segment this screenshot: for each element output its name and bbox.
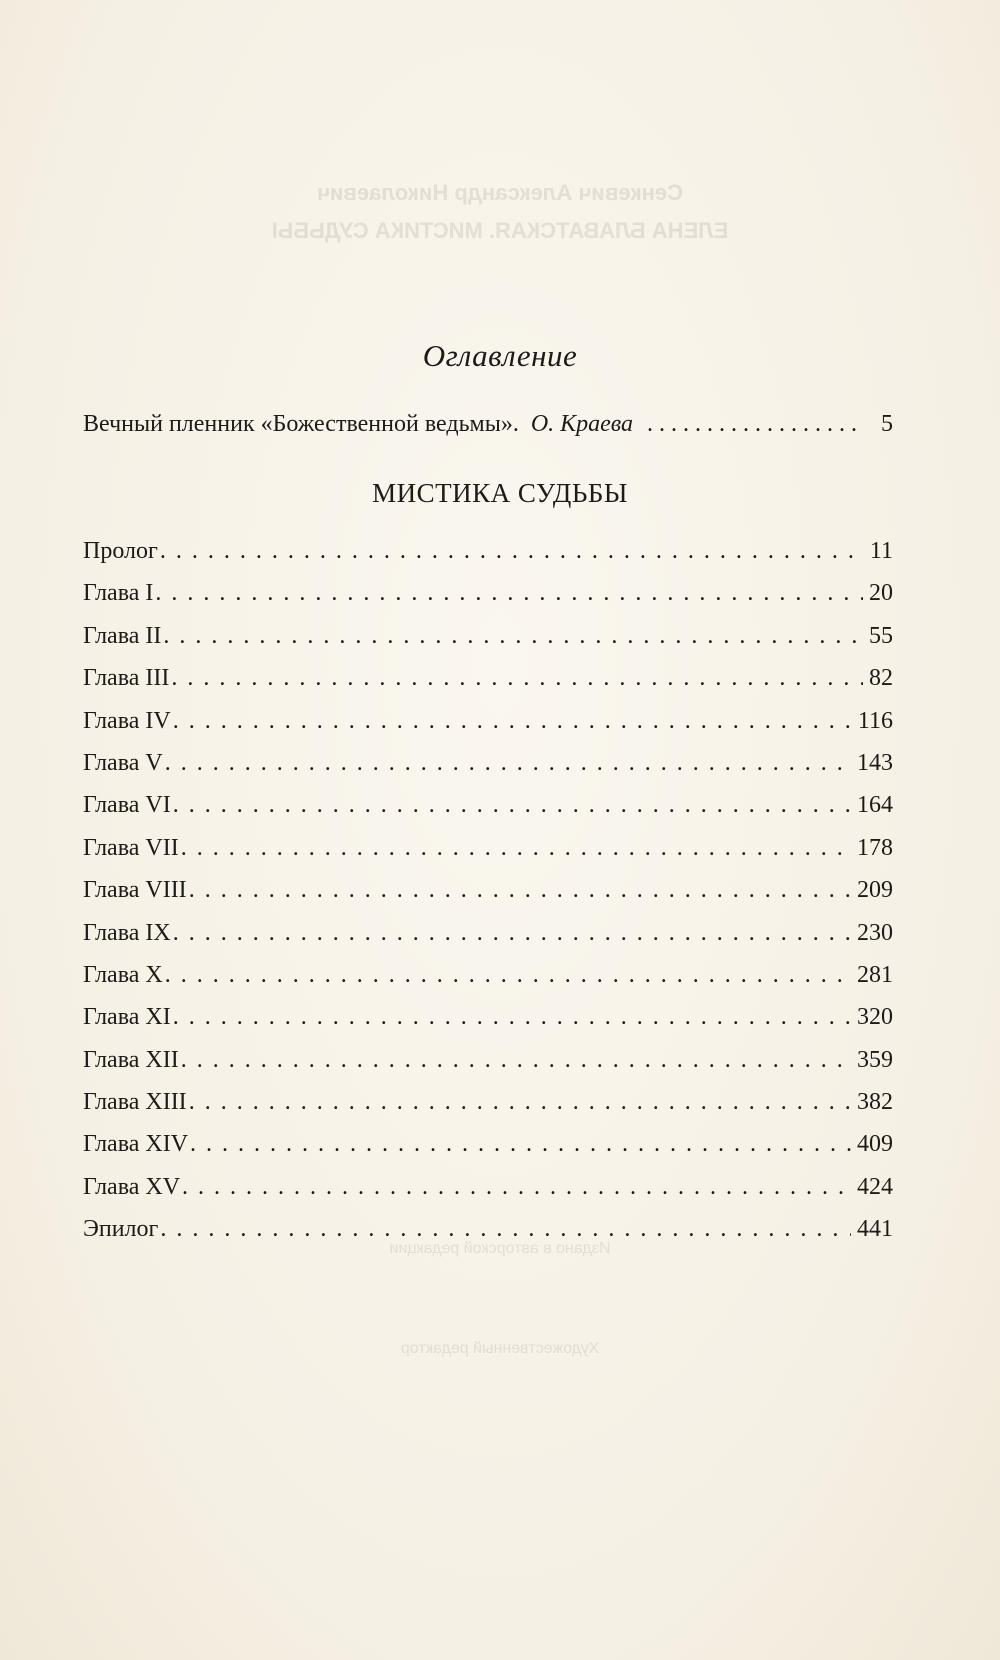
toc-entry[interactable] [83, 700, 893, 742]
toc-entry-label: Глава III [83, 665, 170, 692]
preface-page-number: 5 [881, 411, 893, 437]
preface-title: Вечный пленник «Божественной ведьмы». [83, 411, 519, 437]
dot-leader [171, 657, 863, 699]
dot-leader [160, 1208, 851, 1250]
toc-entry-label: Глава VIII [83, 877, 187, 904]
toc-entry[interactable] [83, 1166, 893, 1208]
toc-entry-page-number: 116 [857, 707, 893, 734]
dot-leader [173, 700, 852, 742]
dot-leader [189, 1081, 851, 1123]
toc-entry-page-number: 178 [857, 834, 893, 861]
toc-entry[interactable] [83, 742, 893, 784]
toc-entry-label: Глава XI [83, 1004, 171, 1031]
dot-leader [165, 954, 851, 996]
toc-entry-page-number: 359 [857, 1046, 893, 1073]
toc-list [83, 530, 893, 1251]
toc-entry-label: Эпилог [83, 1216, 159, 1243]
toc-entry[interactable] [83, 615, 893, 657]
toc-entry-page-number: 11 [869, 538, 893, 564]
toc-entry[interactable] [83, 954, 893, 996]
toc-entry-label: Пролог [83, 538, 158, 564]
toc-entry-label: Глава I [83, 580, 154, 607]
dot-leader [647, 411, 863, 438]
dot-leader [160, 530, 864, 572]
toc-entry-label: Глава XII [83, 1046, 179, 1073]
dot-leader [190, 1123, 851, 1165]
dot-leader [189, 869, 851, 911]
toc-entry-label: Глава XIV [83, 1131, 189, 1158]
toc-preface-entry[interactable] [83, 411, 893, 451]
toc-title: Оглавление [422, 338, 578, 373]
toc-entry-page-number: 441 [857, 1216, 893, 1243]
toc-entry[interactable] [83, 1081, 893, 1123]
toc-entry[interactable] [83, 996, 893, 1038]
section-heading: МИСТИКА СУДЬБЫ [372, 478, 628, 508]
toc-entry-label: Глава V [83, 749, 163, 776]
toc-entry-label: Глава XV [83, 1173, 181, 1200]
show-through-author: Сенкевич Александр Николаевич [317, 180, 683, 205]
toc-entry-label: Глава VII [83, 834, 179, 861]
toc-entry-label: Глава VI [83, 792, 171, 819]
toc-entry[interactable] [83, 1123, 893, 1165]
toc-entry-label: Глава II [83, 622, 162, 649]
toc-entry-page-number: 281 [857, 961, 893, 988]
toc-entry[interactable] [83, 657, 893, 699]
toc-entry-page-number: 20 [869, 580, 893, 607]
dot-leader [163, 615, 863, 657]
preface-author: О. Краева [530, 411, 634, 437]
toc-entry-label: Глава XIII [83, 1089, 187, 1116]
toc-entry-page-number: 409 [857, 1131, 893, 1158]
dot-leader [181, 827, 851, 869]
toc-entry-page-number: 82 [869, 665, 893, 692]
toc-entry-page-number: 382 [857, 1089, 893, 1116]
dot-leader [181, 1039, 851, 1081]
dot-leader [173, 784, 851, 826]
toc-entry[interactable] [83, 572, 893, 614]
dot-leader [173, 912, 851, 954]
toc-entry[interactable] [83, 784, 893, 826]
toc-entry[interactable] [83, 1208, 893, 1250]
toc-entry[interactable] [83, 869, 893, 911]
dot-leader [182, 1166, 851, 1208]
toc-entry-page-number: 55 [869, 622, 893, 649]
toc-entry-label: Глава IV [83, 707, 171, 734]
toc-entry-page-number: 143 [857, 749, 893, 776]
toc-entry[interactable] [83, 827, 893, 869]
toc-entry-page-number: 164 [857, 792, 893, 819]
toc-entry[interactable] [83, 912, 893, 954]
show-through-editor: Художественный редактор [400, 1340, 600, 1357]
toc-entry[interactable] [83, 1039, 893, 1081]
dot-leader [165, 742, 851, 784]
show-through-title: ЕЛЕНА БЛАВАТСКАЯ. МИСТИКА СУДЬБЫ [271, 218, 729, 243]
toc-entry-label: Глава IX [83, 919, 171, 946]
toc-entry-label: Глава X [83, 961, 163, 988]
dot-leader [155, 572, 863, 614]
toc-entry-page-number: 230 [857, 919, 893, 946]
show-through-note: Издано в авторской редакции [389, 1240, 611, 1257]
toc-entry-page-number: 320 [857, 1004, 893, 1031]
dot-leader [173, 996, 851, 1038]
toc-entry[interactable] [83, 530, 893, 572]
toc-entry-page-number: 209 [857, 877, 893, 904]
toc-entry-page-number: 424 [857, 1173, 893, 1200]
